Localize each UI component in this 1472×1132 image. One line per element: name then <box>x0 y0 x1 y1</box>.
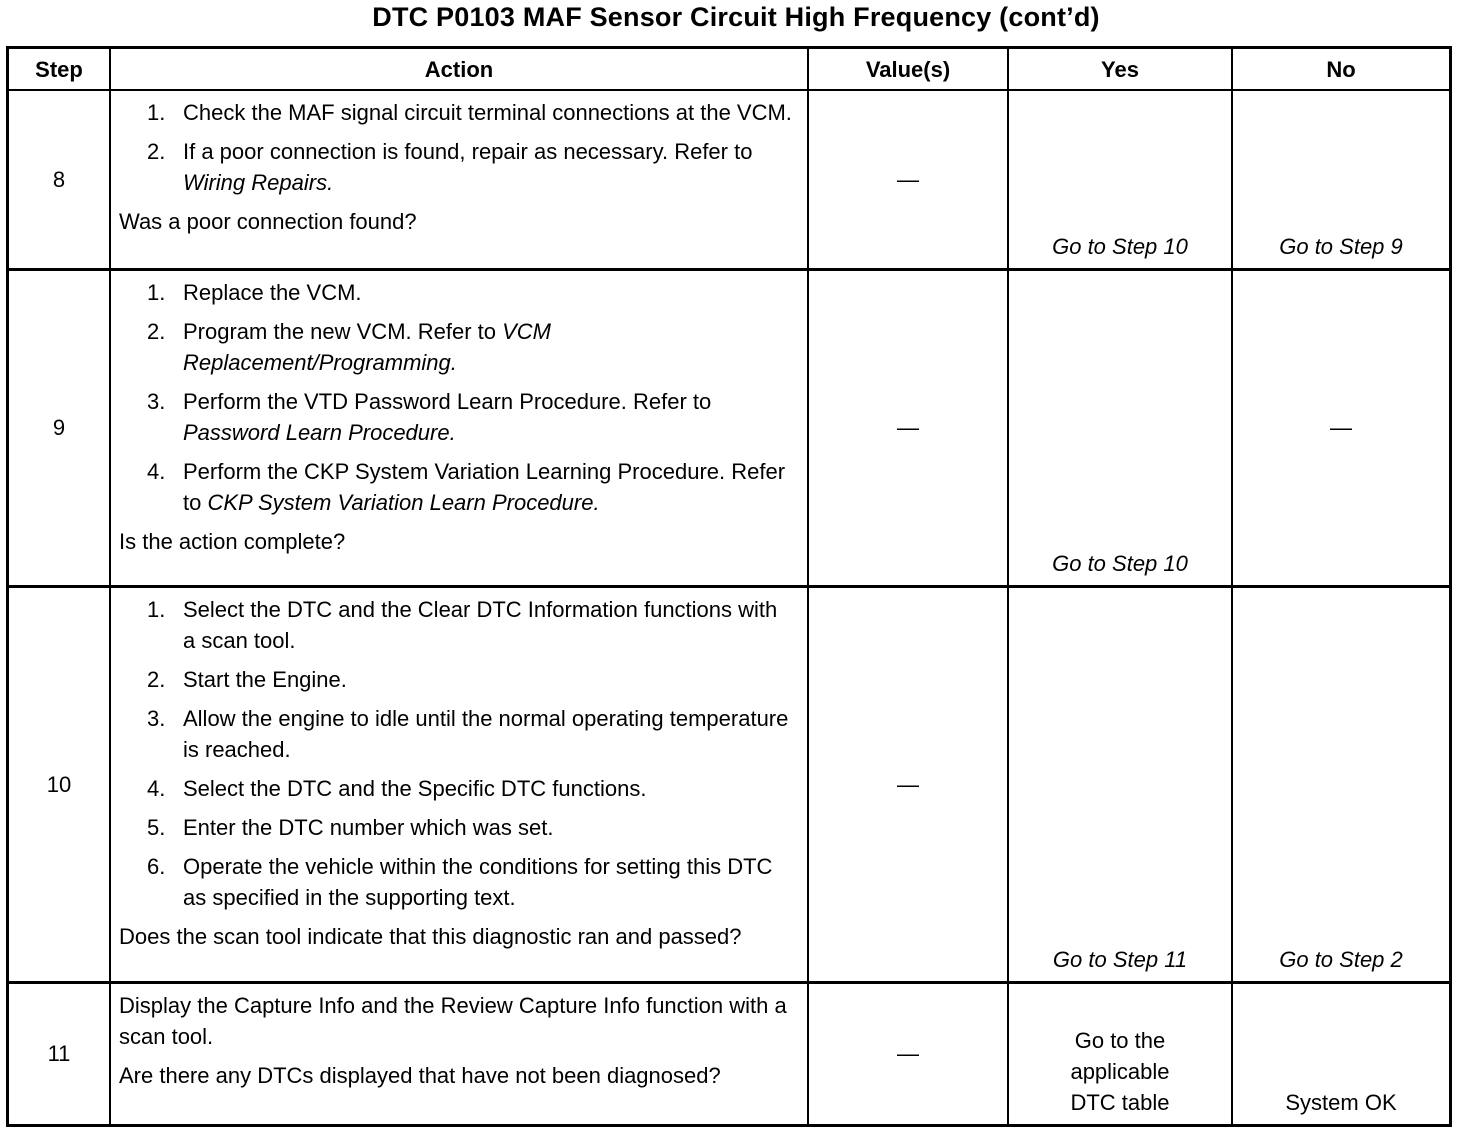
action-text: Display the Capture Info and the Review Capture Info function with a scan tool. <box>119 992 787 1049</box>
table-row <box>9 90 1449 269</box>
step-number: 11 <box>9 982 110 1125</box>
action-list <box>119 97 795 198</box>
list-item: 4. Perform the CKP System Variation Learning Procedure. Refer to CKP System Variation Learn Procedure. <box>147 458 786 515</box>
list-item: 2. If a poor connection is found, repair as necessary. Refer to Wiring Repairs. <box>147 139 753 195</box>
header-row <box>9 49 1449 90</box>
no-cell: Go to Step 2 <box>1232 586 1449 982</box>
action-cell <box>110 90 808 269</box>
list-item: 2. Start the Engine. <box>147 666 347 692</box>
page-title: DTC P0103 MAF Sensor Circuit High Frequency (cont’d) <box>372 2 1100 32</box>
reference-link: Password Learn Procedure. <box>183 419 456 445</box>
header-yes: Yes <box>1008 49 1232 90</box>
list-item: 4. Select the DTC and the Specific DTC functions. <box>147 775 647 801</box>
step-number: 9 <box>9 269 110 586</box>
value-cell: — <box>808 982 1008 1125</box>
no-cell: Go to Step 9 <box>1232 90 1449 269</box>
step-number: 8 <box>9 90 110 269</box>
step-question: Does the scan tool indicate that this diagnostic ran and passed? <box>119 923 742 949</box>
action-list <box>119 277 795 518</box>
no-cell: — <box>1232 269 1449 586</box>
list-item: 6. Operate the vehicle within the conditions for setting this DTC as specified in the supporting text. <box>147 853 773 910</box>
reference-link: VCM Replacement/Programming. <box>183 318 552 375</box>
header-values: Value(s) <box>808 49 1008 90</box>
yes-cell: Go to Step 10 <box>1008 269 1232 586</box>
value-cell: — <box>808 586 1008 982</box>
header-step: Step <box>9 49 110 90</box>
reference-link: CKP System Variation Learn Procedure. <box>207 489 600 515</box>
list-item: 1. Select the DTC and the Clear DTC Information functions with a scan tool. <box>147 596 778 653</box>
action-cell <box>110 269 808 586</box>
diagnostic-table <box>9 49 1449 1127</box>
table-row <box>9 586 1449 982</box>
step-number: 10 <box>9 586 110 982</box>
no-cell: System OK <box>1232 982 1449 1125</box>
action-cell <box>110 982 808 1125</box>
header-no: No <box>1232 49 1449 90</box>
list-item: 2. Program the new VCM. Refer to VCM Replacement/Programming. <box>147 318 552 375</box>
action-list <box>119 594 795 913</box>
header-action: Action <box>110 49 808 90</box>
list-item: 1. Check the MAF signal circuit terminal connections at the VCM. <box>147 100 792 125</box>
value-cell: — <box>808 90 1008 269</box>
yes-cell: Go to Step 11 <box>1008 586 1232 982</box>
table-row <box>9 269 1449 586</box>
table-row <box>9 982 1449 1125</box>
step-question: Are there any DTCs displayed that have not been diagnosed? <box>119 1062 721 1088</box>
list-item: 3. Perform the VTD Password Learn Procedure. Refer to Password Learn Procedure. <box>147 388 712 445</box>
yes-cell: Go to the applicable DTC table <box>1008 982 1232 1125</box>
action-cell <box>110 586 808 982</box>
diagnostic-table-frame <box>6 46 1452 1127</box>
reference-link: Wiring Repairs. <box>183 170 334 195</box>
list-item: 3. Allow the engine to idle until the normal operating temperature is reached. <box>147 705 789 762</box>
yes-cell: Go to Step 10 <box>1008 90 1232 269</box>
step-question: Is the action complete? <box>119 528 346 554</box>
list-item: 5. Enter the DTC number which was set. <box>147 814 554 840</box>
step-question: Was a poor connection found? <box>119 209 417 234</box>
value-cell: — <box>808 269 1008 586</box>
list-item: 1. Replace the VCM. <box>147 279 362 305</box>
